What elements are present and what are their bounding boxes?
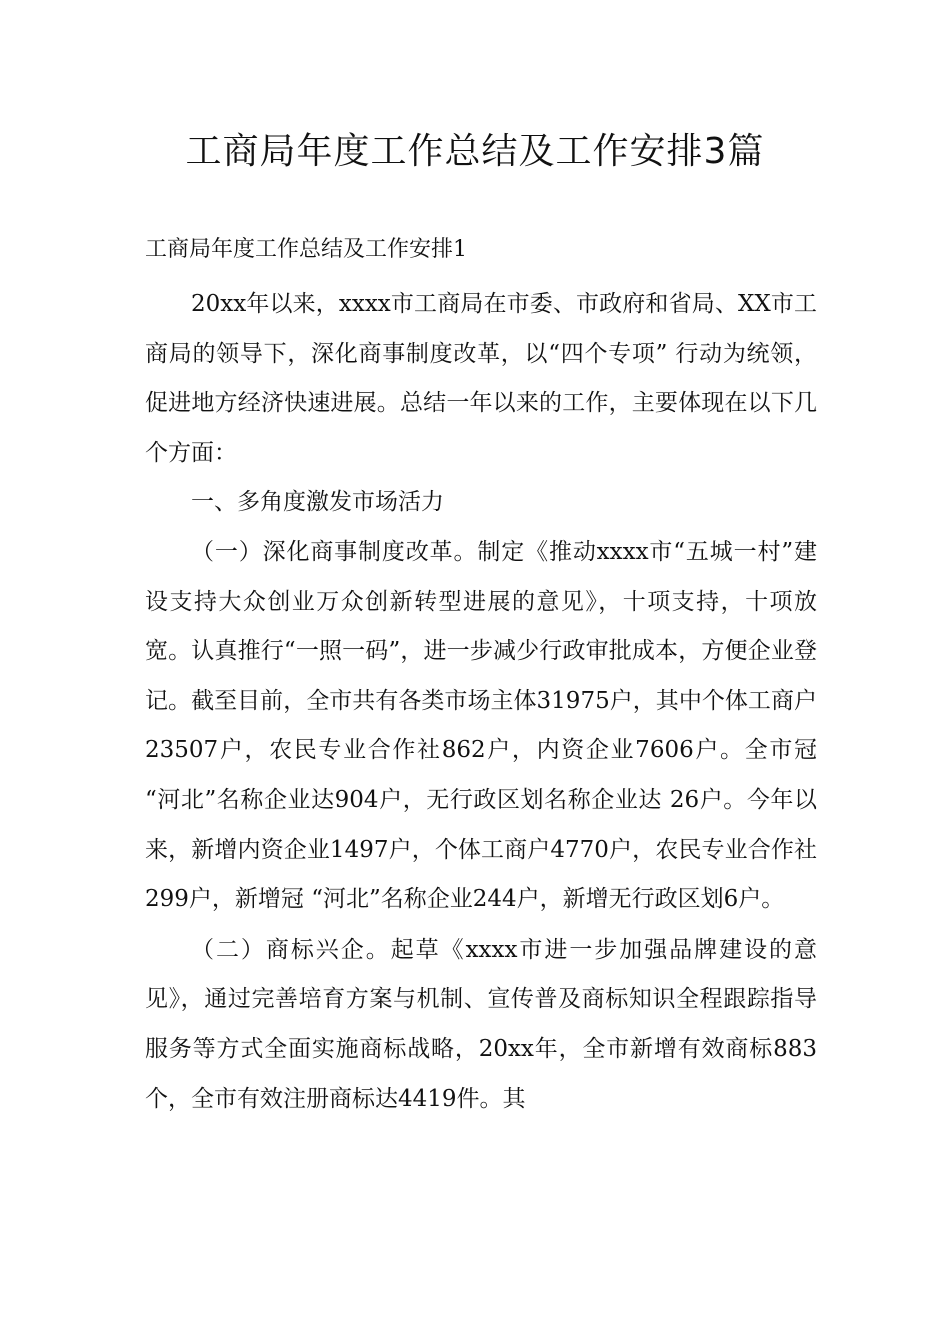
document-body — [145, 280, 817, 1124]
paragraph-reform: （一）深化商事制度改革。制定《推动xxxx市“五城一村”建设支持大众创业万众创新转型进展的意见》，十项支持，十项放宽。认真推行“一照一码”，进一步减少行政审批成本，方便企业登记。截至目前，全市共有各类市场主体31975户，其中个体工商户23507户，农民专业合作社862户，内资企业7606户。全市冠 “河北”名称企业达904户，无行政区划名称企业达 26户。今年以来，新增内资企业1497户，个体工商户4770户，农民专业合作社299户，新增冠 “河北”名称企业244户，新增无行政区划6户。 — [145, 538, 817, 913]
document-title: 工商局年度工作总结及工作安排3篇 — [185, 131, 765, 172]
paragraph-intro: 20xx年以来，xxxx市工商局在市委、市政府和省局、XX市工商局的领导下，深化商事制度改革，以“四个专项” 行动为统领，促进地方经济快速进展。总结一年以来的工作，主要体现在以下几个方面： — [145, 291, 817, 466]
section-subtitle: 工商局年度工作总结及工作安排1 — [145, 237, 467, 262]
section-heading: 一、多角度激发市场活力 — [191, 489, 444, 516]
paragraph-trademark: （二）商标兴企。起草《xxxx市进一步加强品牌建设的意见》，通过完善培育方案与机制、宣传普及商标知识全程跟踪指导服务等方式全面实施商标战略，20xx年，全市新增有效商标883个，全市有效注册商标达4419件。其 — [145, 936, 817, 1112]
